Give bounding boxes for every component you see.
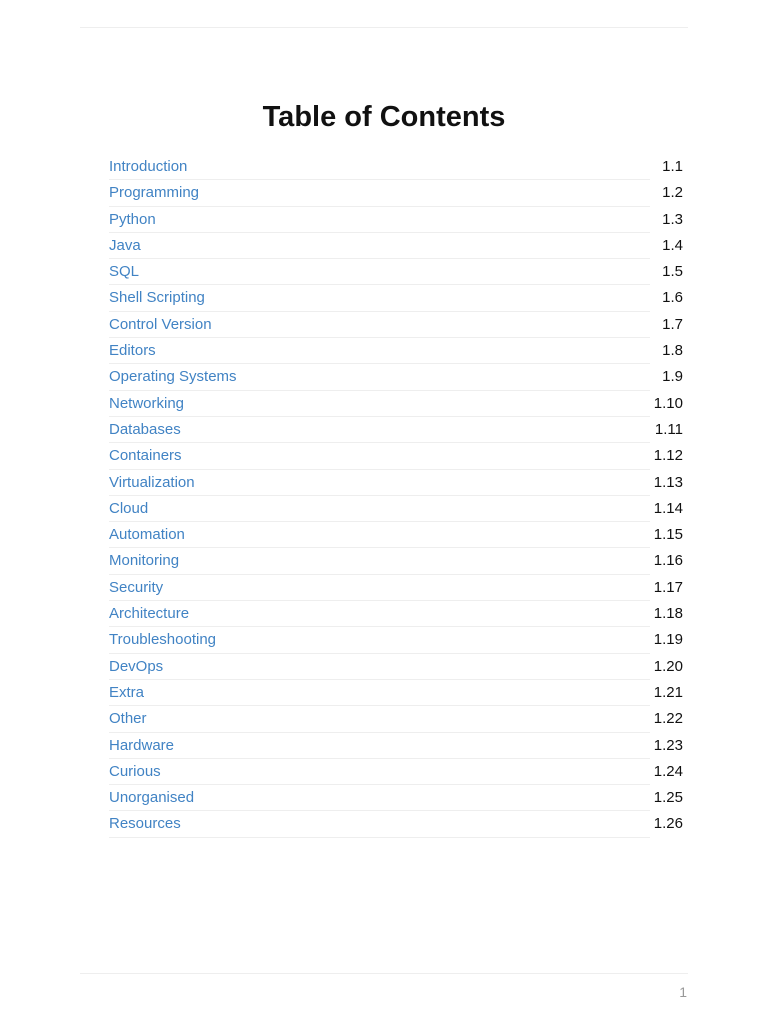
toc-entry-underline — [109, 837, 650, 838]
toc-entry-number: 1.5 — [662, 263, 683, 281]
toc-entry — [109, 575, 684, 601]
toc-entry — [109, 496, 684, 522]
toc-entry — [109, 285, 684, 311]
toc-entry-number: 1.13 — [653, 473, 683, 491]
toc-entry-link[interactable]: Security — [109, 578, 164, 596]
toc-entry-link[interactable]: Resources — [109, 815, 181, 833]
toc-entry-number: 1.3 — [662, 210, 683, 228]
table-of-contents — [109, 154, 684, 838]
toc-entry-link[interactable]: DevOps — [109, 657, 164, 675]
toc-entry — [109, 338, 684, 364]
toc-entry — [109, 259, 684, 285]
toc-entry-number: 1.26 — [653, 815, 683, 833]
toc-entry-link[interactable]: Extra — [109, 683, 145, 701]
toc-entry-number: 1.19 — [653, 631, 683, 649]
footer-divider — [80, 973, 688, 974]
toc-entry — [109, 548, 684, 574]
toc-entry — [109, 233, 684, 259]
toc-entry-link[interactable]: Monitoring — [109, 552, 180, 570]
toc-entry — [109, 785, 684, 811]
toc-entry — [109, 601, 684, 627]
page-number: 1 — [679, 984, 687, 1000]
toc-entry — [109, 417, 684, 443]
toc-entry-number: 1.24 — [653, 762, 683, 780]
toc-entry — [109, 759, 684, 785]
toc-entry-link[interactable]: Control Version — [109, 315, 212, 333]
toc-entry-number: 1.14 — [653, 499, 683, 517]
toc-entry — [109, 154, 684, 180]
header-divider — [80, 27, 688, 28]
toc-entry-number: 1.15 — [653, 526, 683, 544]
toc-entry — [109, 443, 684, 469]
toc-entry — [109, 180, 684, 206]
toc-entry — [109, 680, 684, 706]
toc-entry — [109, 312, 684, 338]
toc-entry — [109, 522, 684, 548]
page-title: Table of Contents — [262, 101, 506, 133]
toc-entry-link[interactable]: Editors — [109, 342, 156, 360]
toc-entry-number: 1.8 — [662, 342, 683, 360]
toc-entry-number: 1.10 — [653, 394, 683, 412]
toc-entry — [109, 470, 684, 496]
toc-entry-number: 1.23 — [653, 736, 683, 754]
toc-entry-number: 1.16 — [653, 552, 683, 570]
toc-entry-link[interactable]: Other — [109, 710, 147, 728]
toc-entry-link[interactable]: Operating Systems — [109, 368, 237, 386]
toc-entry-link[interactable]: Virtualization — [109, 473, 195, 491]
toc-entry-link[interactable]: Python — [109, 210, 156, 228]
toc-entry-link[interactable]: Troubleshooting — [109, 631, 217, 649]
toc-entry — [109, 207, 684, 233]
toc-entry-link[interactable]: Programming — [109, 184, 200, 202]
toc-entry-link[interactable]: Introduction — [109, 158, 188, 175]
toc-entry — [109, 654, 684, 680]
toc-entry-link[interactable]: Shell Scripting — [109, 289, 205, 307]
toc-entry-number: 1.9 — [662, 368, 683, 386]
toc-entry-number: 1.22 — [653, 710, 683, 728]
toc-entry-link[interactable]: Databases — [109, 420, 181, 438]
toc-entry-link[interactable]: Curious — [109, 762, 161, 780]
toc-entry-link[interactable]: Containers — [109, 447, 182, 465]
toc-entry-number: 1.25 — [653, 789, 683, 807]
toc-entry-number: 1.6 — [662, 289, 683, 307]
toc-entry-number: 1.7 — [662, 315, 683, 333]
toc-entry — [109, 627, 684, 653]
toc-entry — [109, 733, 684, 759]
toc-entry-link[interactable]: Cloud — [109, 499, 149, 517]
toc-entry — [109, 811, 684, 837]
toc-entry-number: 1.12 — [653, 447, 683, 465]
toc-entry — [109, 364, 684, 390]
toc-entry-number: 1.20 — [653, 657, 683, 675]
toc-entry-number: 1.1 — [662, 158, 683, 175]
toc-entry-link[interactable]: Java — [109, 236, 141, 254]
toc-entry-number: 1.18 — [653, 605, 683, 623]
toc-entry-number: 1.11 — [654, 420, 683, 438]
toc-entry-number: 1.21 — [653, 683, 683, 701]
toc-entry-number: 1.2 — [662, 184, 683, 202]
toc-entry-link[interactable]: SQL — [109, 263, 140, 281]
toc-entry — [109, 706, 684, 732]
toc-entry — [109, 391, 684, 417]
toc-entry-number: 1.17 — [653, 578, 683, 596]
toc-entry-link[interactable]: Unorganised — [109, 789, 195, 807]
toc-entry-link[interactable]: Hardware — [109, 736, 175, 754]
toc-entry-link[interactable]: Architecture — [109, 605, 190, 623]
toc-entry-link[interactable]: Networking — [109, 394, 185, 412]
toc-entry-number: 1.4 — [662, 236, 683, 254]
toc-entry-link[interactable]: Automation — [109, 526, 185, 544]
